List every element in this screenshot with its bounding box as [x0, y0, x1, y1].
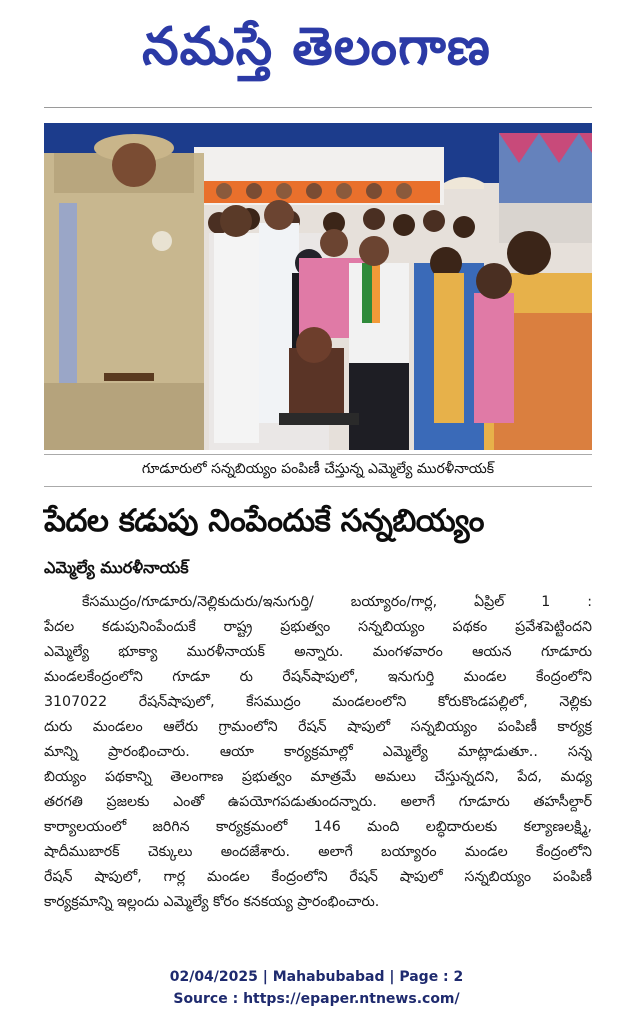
article-line: ఎమ్మెల్యే భూక్యా మురళీనాయక్ అన్నారు. మంగళవారం ఆయన గూడూరు	[44, 644, 592, 660]
article-body	[44, 590, 592, 915]
article-line: రేషన్ షాపులో, గార్ల మండల కేంద్రంలోని రేషన్ షాపులో సన్నబియ్యం పంపిణీ	[44, 869, 592, 885]
article-line: కేసముద్రం/గూడూరు/నెల్లికుదురు/ఇనుగుర్తి/ బయ్యారం/గార్ల, ఏప్రిల్ 1 :	[82, 594, 592, 610]
footer-source[interactable]: Source : https://epaper.ntnews.com/	[173, 991, 460, 1007]
article-line: దురు మండలం ఆలేరు గ్రామంలోని రేషన్ షాపులో సన్నబియ్యం పంపిణీ కార్యక్ర	[44, 719, 592, 735]
article-line: మండలకేంద్రంలోని గూడూ రు రేషన్‌షాపులో, ఇనుగుర్తి మండల కేంద్రంలోని	[44, 669, 592, 685]
article-line: షాదీముబారక్ చెక్కులు అందజేశారు. అలాగే బయ్యారం మండల కేంద్రంలోని	[44, 844, 592, 860]
article-headline: పేదల కడుపు నింపేందుకే సన్నబియ్యం	[44, 503, 484, 539]
footer-dateline: 02/04/2025 | Mahabubabad | Page : 2	[169, 969, 464, 985]
masthead	[0, 0, 633, 105]
article-line: బియ్యం పథకాన్ని తెలంగాణ ప్రభుత్వం మాత్రమే అమలు చేస్తున్నదని, పేద, మధ్య	[44, 769, 592, 785]
article-line: కార్యాలయంలో జరిగిన కార్యక్రమంలో 146 మంది లబ్ధిదారులకు కల్యాణలక్ష్మి,	[44, 819, 592, 835]
news-photo	[44, 123, 592, 450]
photo-caption: గూడూరులో సన్నబియ్యం పంపిణీ చేస్తున్న ఎమ్మెల్యే మురళీనాయక్	[44, 454, 592, 487]
article-line: మాన్ని ప్రారంభించారు. ఆయా కార్యక్రమాల్లో ఎమ్మెల్యే మాట్లాడుతూ.. సన్న	[44, 744, 592, 760]
newspaper-name: నమస్తే తెలంగాణ	[142, 15, 491, 77]
article-line: 3107022 రేషన్‌షాపులో, కేసముద్రం మండలంలోని కోరుకొండపల్లిలో, నెల్లికు	[44, 694, 592, 710]
article-line: తరగతి ప్రజలకు ఎంతో ఉపయోగపడుతుందన్నారు. అలాగే గూడూరు తహసీల్దార్	[44, 794, 592, 810]
news-photo-illustration	[44, 123, 592, 450]
article-line: కార్యక్రమాన్ని ఇల్లందు ఎమ్మెల్యే కోరం కనకయ్య ప్రారంభించారు.	[44, 894, 380, 910]
article-byline: ఎమ్మెల్యే మురళీనాయక్	[44, 558, 189, 577]
article-line: పేదల కడుపునింపేందుకే రాష్ట్ర ప్రభుత్వం సన్నబియ్యం పథకం ప్రవేశపెట్టిందని	[44, 619, 592, 635]
masthead-divider	[44, 107, 592, 108]
